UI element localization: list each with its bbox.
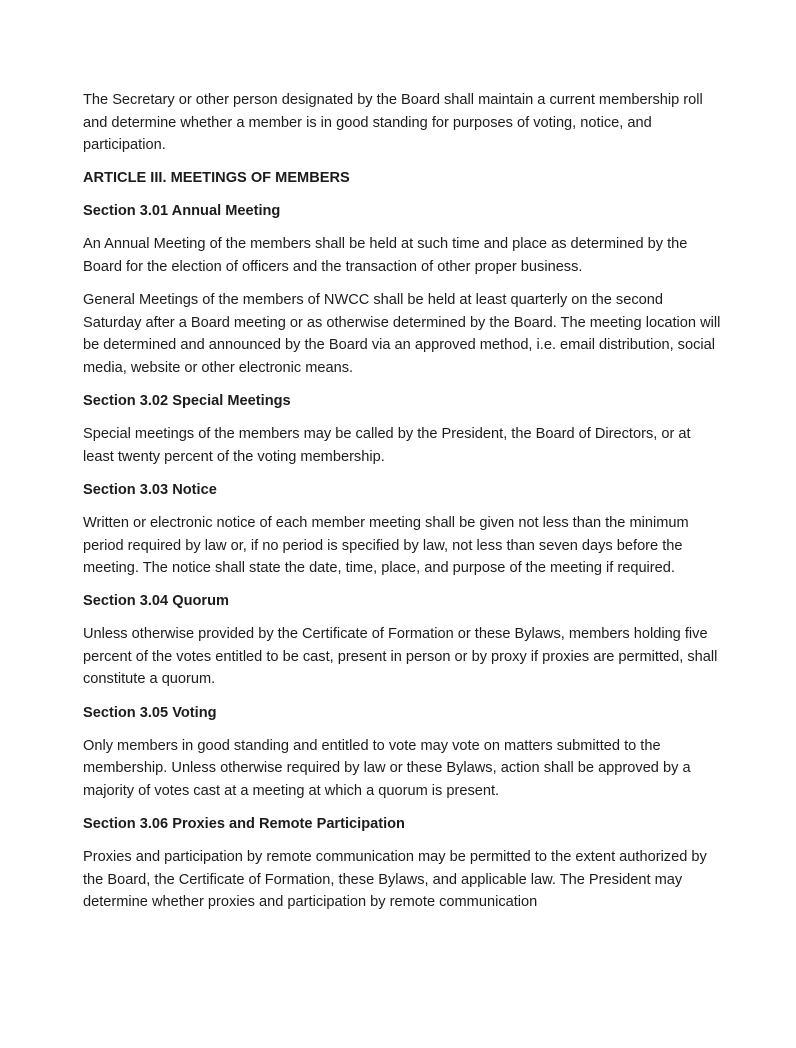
section-3-02-heading: Section 3.02 Special Meetings [83, 393, 291, 410]
section-3-03-heading: Section 3.03 Notice [83, 481, 217, 498]
article-iii-heading: ARTICLE III. MEETINGS OF MEMBERS [83, 170, 350, 187]
voting-paragraph: Only members in good standing and entitled to vote may vote on matters submitted to the membership. Unless otherwise required by law or these Bylaws, action shall be approved by a majority of votes cast at a meeting at which a quorum is present. [83, 737, 691, 799]
membership-roll-paragraph: The Secretary or other person designated by the Board shall maintain a current membership roll and determine whether a member is in good standing for purposes of voting, notice, and participation. [83, 92, 703, 154]
quorum-paragraph: Unless otherwise provided by the Certificate of Formation or these Bylaws, members holding five percent of the votes entitled to be cast, present in person or by proxy if proxies are permitted, shall constitute a quorum. [83, 626, 718, 688]
section-3-01-heading: Section 3.01 Annual Meeting [83, 203, 281, 220]
special-meetings-paragraph: Special meetings of the members may be called by the President, the Board of Directors, or at least twenty percent of the voting membership. [83, 426, 691, 465]
section-3-05-heading: Section 3.05 Voting [83, 704, 217, 721]
section-3-06-heading: Section 3.06 Proxies and Remote Participation [83, 815, 405, 832]
annual-meeting-paragraph: An Annual Meeting of the members shall be held at such time and place as determined by the Board for the election of officers and the transaction of other proper business. [83, 236, 688, 276]
notice-paragraph: Written or electronic notice of each member meeting shall be given not less than the minimum period required by law or, if no period is specified by law, not less than seven days before the meeting. The notice shall state the date, time, place, and purpose of the meeting if required. [83, 514, 689, 577]
proxies-paragraph: Proxies and participation by remote communication may be permitted to the extent authorized by the Board, the Certificate of Formation, these Bylaws, and applicable law. The President may determine whether proxies and participation by remote communication [83, 849, 707, 911]
document-page [83, 89, 723, 924]
general-meetings-paragraph: General Meetings of the members of NWCC shall be held at least quarterly on the second Saturday after a Board meeting or as otherwise determined by the Board. The meeting location will be determined and announced by the Board via an approved method, i.e. email distribution, social media, website or other electronic means. [83, 292, 721, 376]
section-3-04-heading: Section 3.04 Quorum [83, 593, 229, 610]
